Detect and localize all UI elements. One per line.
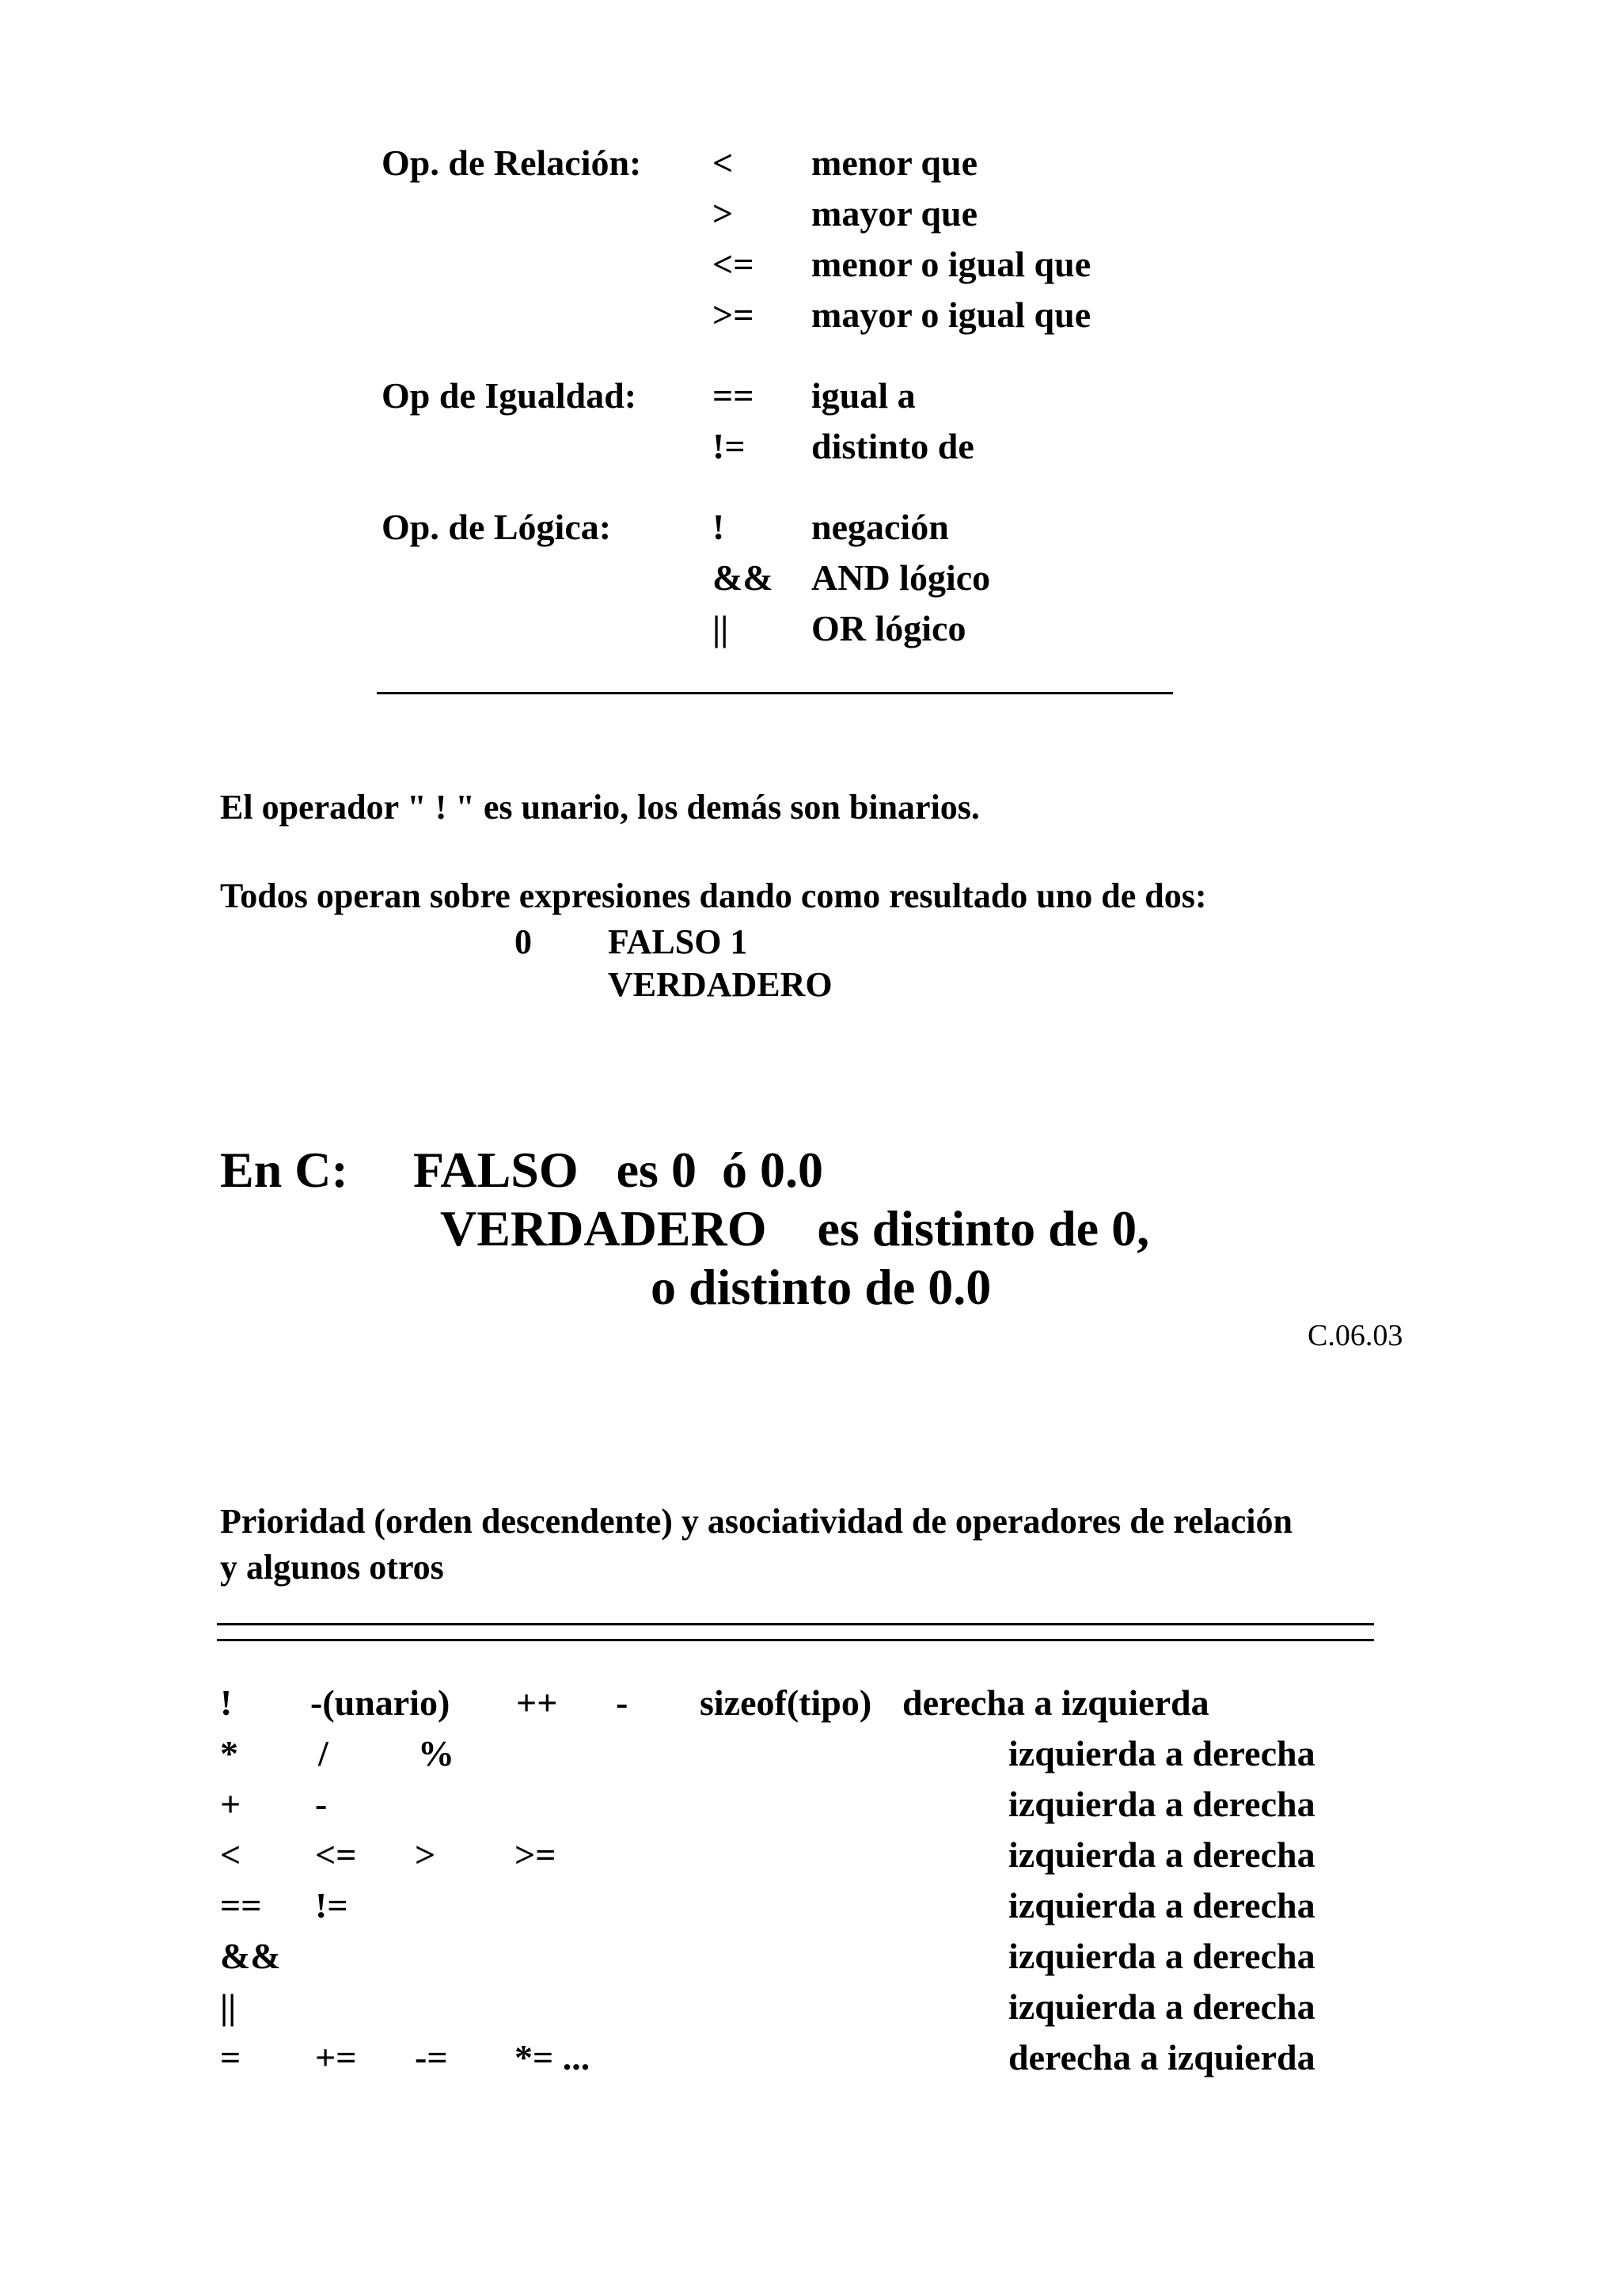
table-cell: % bbox=[418, 1733, 454, 1773]
table-cell: - bbox=[616, 1682, 628, 1723]
priority-divider-bottom bbox=[217, 1639, 1374, 1641]
logic-op-1: && bbox=[712, 557, 773, 598]
table-assoc: izquierda a derecha bbox=[1008, 1733, 1315, 1773]
table-assoc: derecha a izquierda bbox=[1008, 2037, 1315, 2077]
table-assoc: izquierda a derecha bbox=[1008, 1834, 1315, 1875]
logic-label: Op. de Lógica: bbox=[382, 507, 612, 547]
equality-op-1: != bbox=[712, 426, 746, 466]
table-cell: >= bbox=[514, 1834, 556, 1875]
result-verdadero: VERDADERO bbox=[608, 965, 833, 1004]
relation-desc-2: menor o igual que bbox=[811, 244, 1091, 284]
table-cell: ! bbox=[220, 1682, 233, 1723]
table-assoc: izquierda a derecha bbox=[1008, 1986, 1315, 2027]
table-cell: <= bbox=[315, 1834, 357, 1875]
table-cell: ++ bbox=[516, 1682, 558, 1723]
table-cell: / bbox=[318, 1733, 328, 1773]
priority-title-line-1: Prioridad (orden descendente) y asociatividad de operadores de relación bbox=[220, 1502, 1293, 1541]
equality-desc-1: distinto de bbox=[811, 426, 974, 466]
logic-op-0: ! bbox=[712, 507, 725, 547]
table-assoc: izquierda a derecha bbox=[1008, 1784, 1315, 1824]
table-cell: < bbox=[220, 1834, 241, 1875]
equality-label: Op de Igualdad: bbox=[382, 375, 637, 416]
table-cell: + bbox=[220, 1784, 241, 1824]
result-zero: 0 bbox=[514, 922, 532, 961]
priority-divider-top bbox=[217, 1623, 1374, 1625]
table-cell: != bbox=[315, 1885, 348, 1925]
relation-op-2: <= bbox=[712, 244, 754, 284]
equality-desc-0: igual a bbox=[811, 375, 916, 416]
table-cell: *= ... bbox=[514, 2037, 590, 2077]
table-cell: -= bbox=[415, 2037, 448, 2077]
table-cell: * bbox=[220, 1733, 238, 1773]
priority-title-line-2: y algunos otros bbox=[220, 1548, 444, 1587]
operate-note: Todos operan sobre expresiones dando como resultado uno de dos: bbox=[220, 876, 1207, 915]
relation-desc-3: mayor o igual que bbox=[811, 295, 1091, 335]
table-cell: - bbox=[315, 1784, 328, 1824]
table-assoc: izquierda a derecha bbox=[1008, 1885, 1315, 1925]
equality-op-0: == bbox=[712, 375, 754, 416]
relation-op-0: < bbox=[712, 143, 734, 183]
table-cell: == bbox=[220, 1885, 262, 1925]
table-assoc: izquierda a derecha bbox=[1008, 1936, 1315, 1976]
logic-desc-0: negación bbox=[811, 507, 949, 547]
table-cell: || bbox=[220, 1986, 237, 2027]
unary-note: El operador " ! " es unario, los demás son binarios. bbox=[220, 788, 980, 827]
logic-op-2: || bbox=[712, 608, 729, 648]
operator-divider bbox=[377, 692, 1173, 694]
relation-desc-0: menor que bbox=[811, 143, 978, 183]
logic-desc-2: OR lógico bbox=[811, 608, 966, 648]
en-c-true-line: VERDADERO es distinto de 0, bbox=[440, 1200, 1150, 1256]
table-cell: sizeof(tipo) bbox=[700, 1682, 872, 1723]
table-cell: > bbox=[415, 1834, 436, 1875]
en-c-label: En C: bbox=[220, 1142, 348, 1198]
table-cell: = bbox=[220, 2037, 241, 2077]
slide-code: C.06.03 bbox=[1308, 1319, 1403, 1352]
logic-desc-1: AND lógico bbox=[811, 557, 991, 598]
en-c-true-line-2: o distinto de 0.0 bbox=[651, 1259, 992, 1315]
en-c-false-line: FALSO es 0 ó 0.0 bbox=[413, 1142, 823, 1198]
relation-label: Op. de Relación: bbox=[382, 143, 642, 183]
relation-op-1: > bbox=[712, 193, 734, 234]
relation-op-3: >= bbox=[712, 295, 754, 335]
table-cell: && bbox=[220, 1936, 281, 1976]
table-assoc: derecha a izquierda bbox=[902, 1682, 1209, 1723]
table-cell: -(unario) bbox=[310, 1682, 450, 1723]
table-cell: += bbox=[315, 2037, 357, 2077]
relation-desc-1: mayor que bbox=[811, 193, 978, 234]
result-false-one: FALSO 1 bbox=[608, 922, 748, 961]
